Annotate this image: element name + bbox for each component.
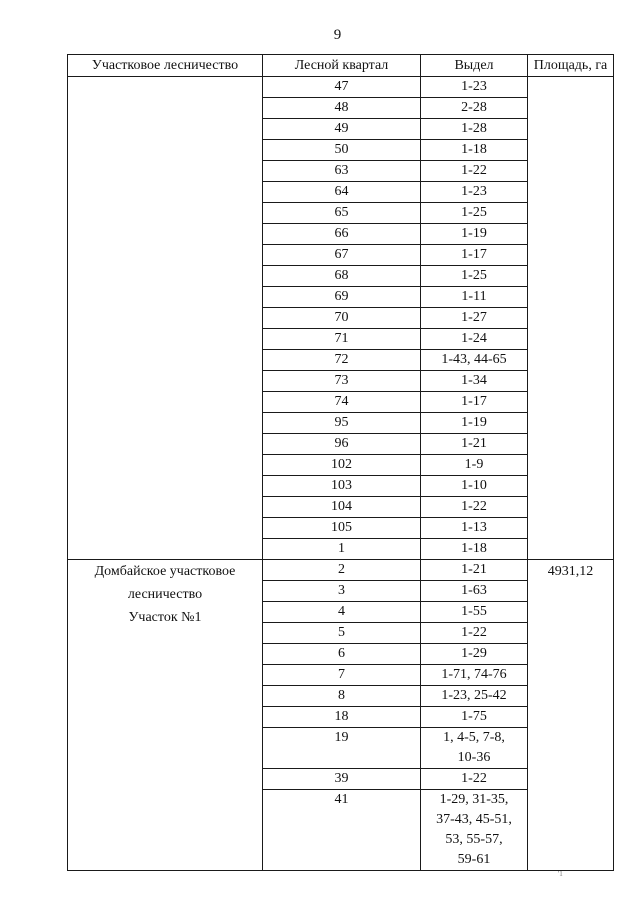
kvartal-cell: 105 (263, 518, 421, 539)
kvartal-cell: 47 (263, 77, 421, 98)
kvartal-cell: 2 (263, 560, 421, 581)
vydel-cell: 1-22 (421, 497, 528, 518)
kvartal-cell: 3 (263, 581, 421, 602)
vydel-cell: 1-22 (421, 161, 528, 182)
vydel-cell: 1-17 (421, 245, 528, 266)
table-row (68, 77, 614, 98)
vydel-cell: 1-17 (421, 392, 528, 413)
vydel-cell (421, 581, 528, 602)
corner-mark: '1 (558, 870, 563, 878)
vydel-line: 53, 55-57, (445, 832, 503, 847)
kvartal-cell: 69 (263, 287, 421, 308)
vydel-cell: 1-13 (421, 518, 528, 539)
kvartal-cell: 19 (263, 728, 421, 769)
vydel-cell (421, 707, 528, 728)
forest-quarters-table (67, 54, 614, 871)
vydel-cell: 2-28 (421, 98, 528, 119)
vydel-line: 1-29, 31-35, (439, 792, 509, 807)
vydel-cell: 1-34 (421, 371, 528, 392)
vydel-line: 1-22 (461, 771, 487, 786)
header-area: Площадь, га (528, 55, 614, 77)
kvartal-cell: 70 (263, 308, 421, 329)
kvartal-cell: 41 (263, 790, 421, 871)
vydel-cell: 1-19 (421, 224, 528, 245)
vydel-cell: 1-24 (421, 329, 528, 350)
table-body (68, 77, 614, 871)
vydel-cell (421, 790, 528, 871)
vydel-cell: 1-21 (421, 434, 528, 455)
vydel-cell (421, 665, 528, 686)
district-name-line: лесничество (127, 587, 203, 602)
vydel-cell: 1-9 (421, 455, 528, 476)
kvartal-cell: 50 (263, 140, 421, 161)
table-header-row (68, 55, 614, 77)
kvartal-cell: 66 (263, 224, 421, 245)
kvartal-cell: 104 (263, 497, 421, 518)
vydel-line: 1-75 (461, 709, 487, 724)
vydel-cell (421, 623, 528, 644)
vydel-cell (421, 602, 528, 623)
vydel-cell: 1-25 (421, 266, 528, 287)
vydel-line: 1-55 (461, 604, 487, 619)
vydel-line: 1-71, 74-76 (441, 667, 507, 682)
kvartal-cell: 48 (263, 98, 421, 119)
vydel-line: 1-23, 25-42 (441, 688, 507, 703)
vydel-cell: 1-10 (421, 476, 528, 497)
vydel-cell: 1-19 (421, 413, 528, 434)
kvartal-cell: 8 (263, 686, 421, 707)
vydel-line: 37-43, 45-51, (436, 812, 512, 827)
kvartal-cell: 49 (263, 119, 421, 140)
table-row (68, 560, 614, 581)
header-district: Участковое лесничество (68, 55, 263, 77)
kvartal-cell: 63 (263, 161, 421, 182)
header-vydel: Выдел (421, 55, 528, 77)
kvartal-cell: 5 (263, 623, 421, 644)
area-cell: 4931,12 (528, 560, 614, 871)
vydel-cell (421, 686, 528, 707)
vydel-line: 1-63 (461, 583, 487, 598)
header-kvartal: Лесной квартал (263, 55, 421, 77)
district-name-line: Домбайское участковое (94, 564, 236, 579)
vydel-cell: 1-27 (421, 308, 528, 329)
vydel-line: 1, 4-5, 7-8, (443, 730, 505, 745)
kvartal-cell: 64 (263, 182, 421, 203)
kvartal-cell: 73 (263, 371, 421, 392)
vydel-cell: 1-18 (421, 539, 528, 560)
vydel-line: 59-61 (457, 852, 491, 867)
kvartal-cell: 7 (263, 665, 421, 686)
kvartal-cell: 96 (263, 434, 421, 455)
kvartal-cell: 71 (263, 329, 421, 350)
vydel-line: 1-22 (461, 625, 487, 640)
kvartal-cell: 65 (263, 203, 421, 224)
vydel-cell (421, 560, 528, 581)
district-cell (68, 560, 263, 871)
kvartal-cell: 6 (263, 644, 421, 665)
kvartal-cell: 72 (263, 350, 421, 371)
kvartal-cell: 1 (263, 539, 421, 560)
vydel-cell: 1-18 (421, 140, 528, 161)
vydel-cell (421, 728, 528, 769)
vydel-line: 10-36 (457, 750, 491, 765)
kvartal-cell: 95 (263, 413, 421, 434)
vydel-cell: 1-25 (421, 203, 528, 224)
vydel-cell (421, 769, 528, 790)
vydel-cell: 1-28 (421, 119, 528, 140)
area-cell-empty (528, 77, 614, 560)
vydel-line: 1-29 (461, 646, 487, 661)
district-cell-empty (68, 77, 263, 560)
kvartal-cell: 18 (263, 707, 421, 728)
kvartal-cell: 39 (263, 769, 421, 790)
page-number: 9 (333, 27, 342, 43)
kvartal-cell: 102 (263, 455, 421, 476)
kvartal-cell: 4 (263, 602, 421, 623)
kvartal-cell: 103 (263, 476, 421, 497)
district-name-line: Участок №1 (128, 610, 202, 625)
vydel-cell: 1-23 (421, 77, 528, 98)
vydel-line: 1-21 (461, 562, 487, 577)
vydel-cell: 1-43, 44-65 (421, 350, 528, 371)
kvartal-cell: 68 (263, 266, 421, 287)
kvartal-cell: 74 (263, 392, 421, 413)
vydel-cell: 1-11 (421, 287, 528, 308)
vydel-cell (421, 644, 528, 665)
kvartal-cell: 67 (263, 245, 421, 266)
vydel-cell: 1-23 (421, 182, 528, 203)
